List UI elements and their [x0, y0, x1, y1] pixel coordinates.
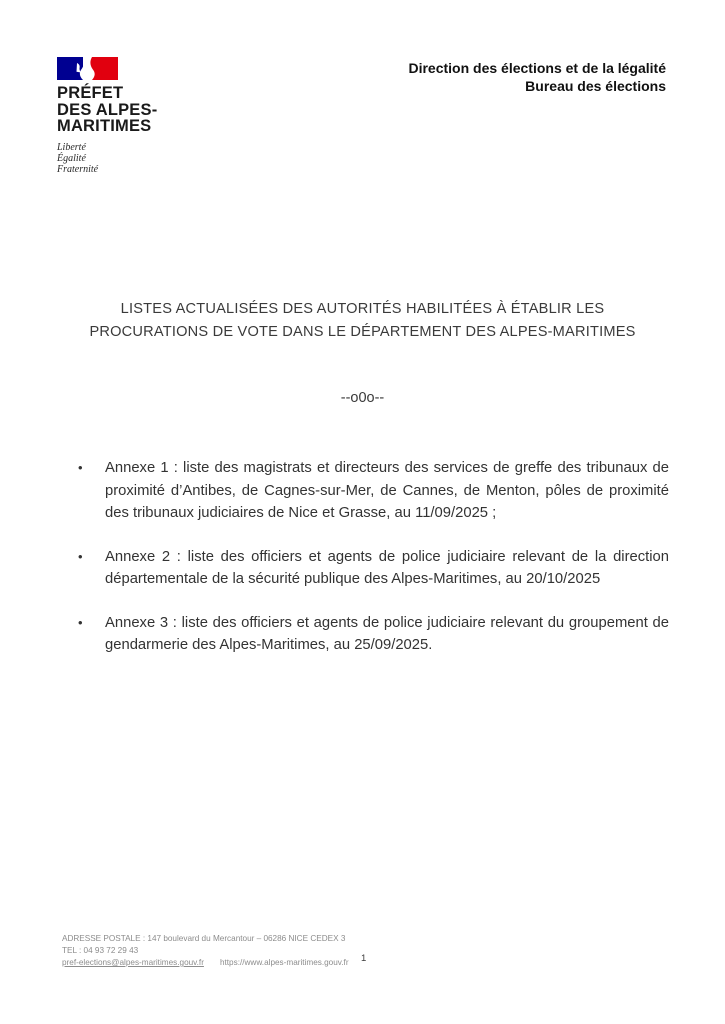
annexe-3-text: Annexe 3 : liste des officiers et agents de police judiciaire relevant du groupement de gendarmerie des Alpes-Maritimes, au 25/09/2025.: [105, 614, 669, 653]
annexe-1-text: Annexe 1 : liste des magistrats et directeurs des services de greffe des tribunaux de proximité d’Antibes, de Cagnes-sur-Mer, de Cannes, de Menton, pôles de proximité des tribunaux judiciaires de Nice et Grasse, au 11/09/2025 ;: [105, 460, 669, 521]
logo-title-line: DES ALPES-: [57, 100, 158, 119]
footer-tel: TEL : 04 93 72 29 43: [62, 946, 139, 955]
document-title-line: PROCURATIONS DE VOTE DANS LE DÉPARTEMENT DES ALPES-MARITIMES: [89, 323, 636, 340]
page-number: 1: [361, 953, 367, 964]
annexe-2-text: Annexe 2 : liste des officiers et agents de police judiciaire relevant de la direction départementale de la sécurité publique des Alpes-Maritimes, au 20/10/2025: [105, 548, 669, 587]
footer-contact-line: [62, 957, 349, 969]
annex-list: [78, 457, 669, 678]
motto-line: Fraternité: [57, 163, 99, 175]
bureau-line: Bureau des élections: [525, 78, 666, 94]
logo-motto: [57, 142, 257, 175]
document-title-line: LISTES ACTUALISÉES DES AUTORITÉS HABILITÉES À ÉTABLIR LES: [120, 301, 605, 317]
bullet-marker: •: [78, 614, 83, 630]
bullet-marker: •: [78, 460, 83, 475]
footer-email-link[interactable]: pref-elections@alpes-maritimes.gouv.fr: [62, 958, 204, 967]
prefecture-logo: [57, 56, 257, 175]
logo-title-line: PRÉFET: [57, 84, 124, 102]
list-item-annexe-1: [78, 457, 669, 525]
page-footer: [62, 933, 349, 969]
footer-address: ADRESSE POSTALE : 147 boulevard du Mercantour – 06286 NICE CEDEX 3: [62, 934, 346, 943]
motto-line: Égalité: [57, 152, 86, 164]
list-item-annexe-2: [78, 546, 669, 591]
logo-title-line: MARITIMES: [57, 117, 152, 135]
direction-line: Direction des élections et de la légalité: [408, 60, 666, 76]
footer-website: https://www.alpes-maritimes.gouv.fr: [219, 958, 349, 967]
motto-line: Liberté: [57, 141, 86, 153]
document-title: [60, 298, 665, 343]
french-flag-icon: [57, 56, 118, 81]
logo-title: [57, 85, 257, 135]
list-item-annexe-3: [78, 612, 669, 657]
section-separator: --o0o--: [340, 390, 385, 406]
issuing-service-header: [408, 59, 666, 95]
bullet-marker: •: [78, 548, 83, 564]
